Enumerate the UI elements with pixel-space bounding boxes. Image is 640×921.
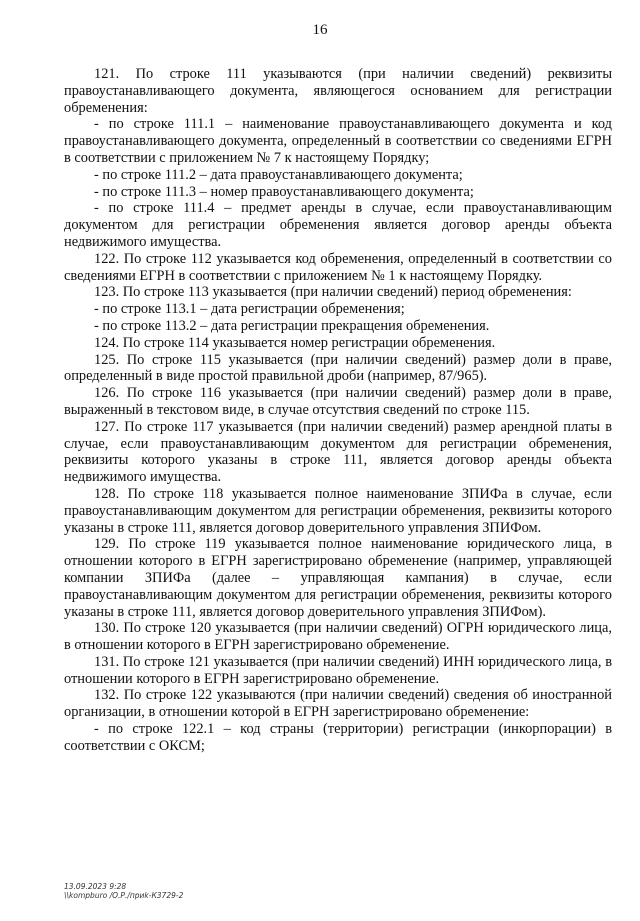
paragraph-127: 127. По строке 117 указывается (при наличии сведений) размер арендной платы в случае, если правоустанавливающим документом для регистрации обременения, реквизиты которого указаны в строке 111, является договор аренды объекта недвижимого имущества. [64, 418, 612, 486]
paragraph-121: 121. По строке 111 указываются (при наличии сведений) реквизиты правоустанавливающего документа, являющегося основанием для регистрации обременения: [64, 66, 612, 116]
paragraph-122: 122. По строке 112 указывается код обременения, определенный в соответствии со сведениями ЕГРН в соответствии с приложением № 1 к настоящему Порядку. [64, 250, 612, 284]
list-item-111-3: - по строке 111.3 – номер правоустанавливающего документа; [94, 183, 474, 200]
paragraph-131: 131. По строке 121 указывается (при наличии сведений) ИНН юридического лица, в отношении которого в ЕГРН зарегистрировано обременение. [64, 653, 612, 687]
paragraph-125: 125. По строке 115 указывается (при наличии сведений) размер доли в праве, определенный в виде простой правильной дроби (например, 87/965). [64, 351, 612, 385]
footer [64, 882, 183, 900]
list-item-111-4: - по строке 111.4 – предмет аренды в случае, если правоустанавливающим документом для регистрации обременения является договор аренды объекта недвижимого имущества. [64, 200, 612, 250]
list-item-111-1: - по строке 111.1 – наименование правоустанавливающего документа и код правоустанавливающего документа, определенный в соответствии со сведениями ЕГРН в соответствии с приложением № 7 к настоящему Порядку; [64, 116, 612, 166]
paragraph-128: 128. По строке 118 указывается полное наименование ЗПИФа в случае, если правоустанавливающим документом для регистрации обременения, реквизиты которого указаны в строке 111, является договор доверительного управления ЗПИФом. [64, 485, 612, 536]
paragraph-129: 129. По строке 119 указывается полное наименование юридического лица, в отношении которого в ЕГРН зарегистрировано обременение (например, управляющей компании ЗПИФа (далее – управляющая кампания) в случае, если правоустанавливающим документом для регистрации обременения, реквизиты которого указаны в строке 111, является договор доверительного управления ЗПИФом). [64, 536, 612, 620]
footer-file-path: \\kompburo /О.Р./приk-К3729-2 [64, 891, 184, 900]
document-body [64, 66, 612, 755]
paragraph-123: 123. По строке 113 указывается (при наличии сведений) период обременения: [94, 284, 572, 301]
list-item-113-1: - по строке 113.1 – дата регистрации обременения; [94, 301, 405, 318]
list-item-113-2: - по строке 113.2 – дата регистрации прекращения обременения. [94, 317, 490, 334]
paragraph-132: 132. По строке 122 указываются (при наличии сведений) сведения об иностранной организации, в отношении которой в ЕГРН зарегистрировано обременение: [64, 687, 612, 721]
page-number: 16 [312, 22, 328, 38]
paragraph-130: 130. По строке 120 указывается (при наличии сведений) ОГРН юридического лица, в отношении которого в ЕГРН зарегистрировано обременение. [64, 620, 612, 654]
footer-date: 13.09.2023 9:28 [64, 882, 127, 891]
paragraph-126: 126. По строке 116 указывается (при наличии сведений) размер доли в праве, выраженный в текстовом виде, в случае отсутствия сведений по строке 115. [64, 385, 612, 418]
list-item-111-2: - по строке 111.2 – дата правоустанавливающего документа; [94, 166, 463, 183]
list-item-122-1: - по строке 122.1 – код страны (территории) регистрации (инкорпорации) в соответствии с ОКСМ; [64, 721, 612, 754]
paragraph-124: 124. По строке 114 указывается номер регистрации обременения. [94, 334, 496, 351]
